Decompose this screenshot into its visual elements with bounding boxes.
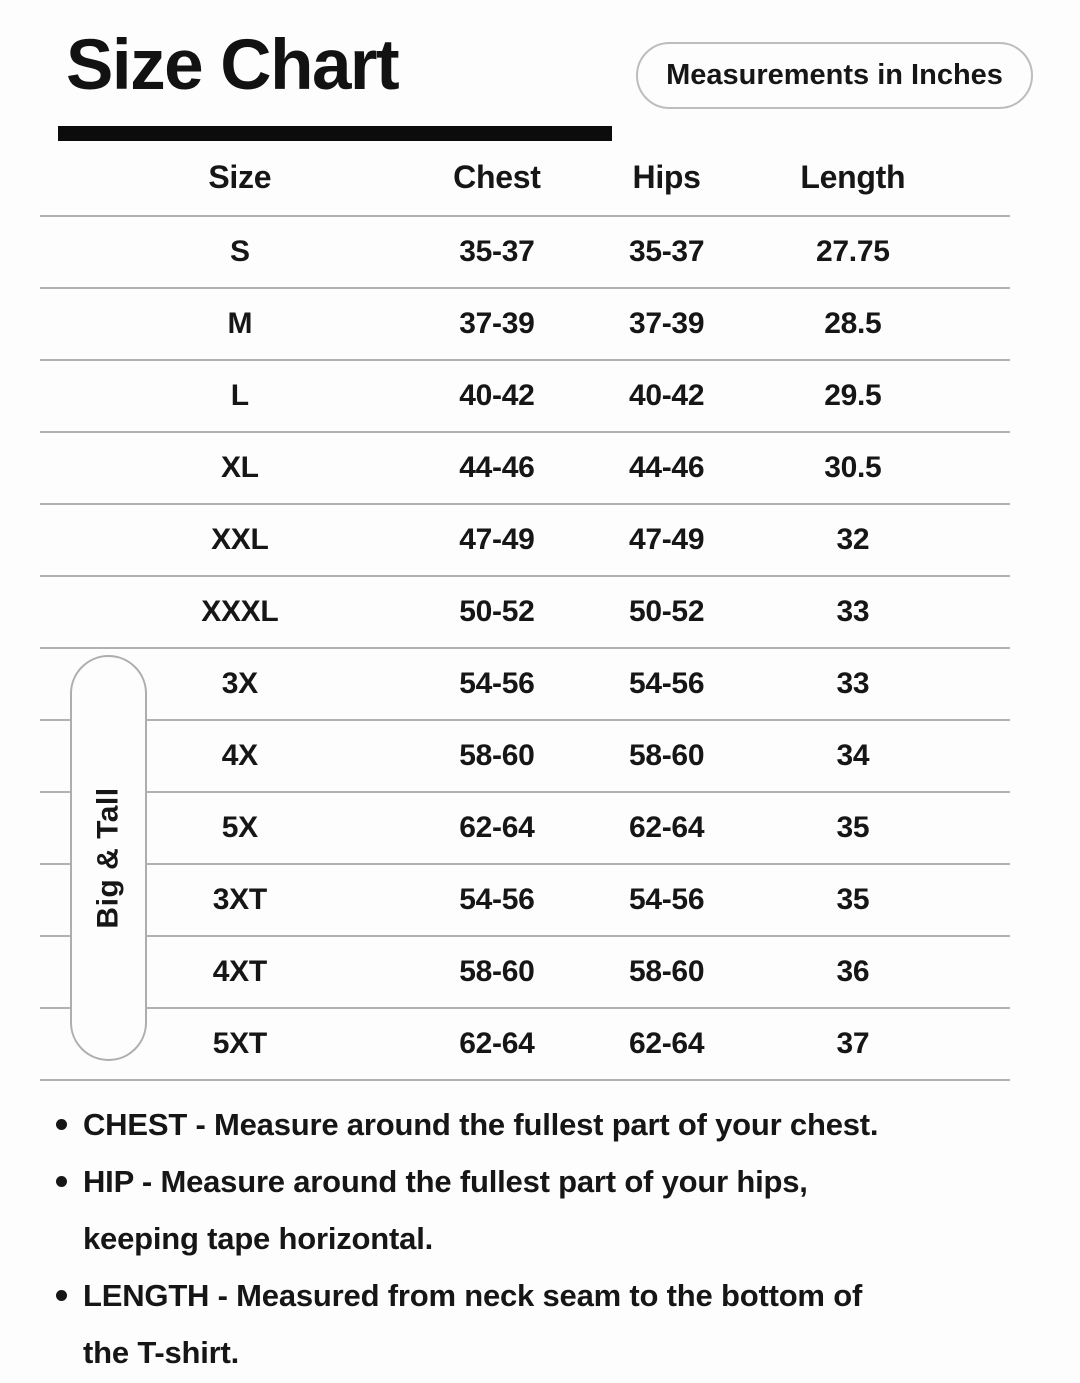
hips-cell: 40-42	[628, 379, 705, 412]
note-line: the T-shirt.	[83, 1335, 240, 1370]
title-underline	[58, 126, 612, 141]
size-cell: XXL	[211, 523, 269, 556]
chest-cell: 62-64	[459, 1027, 535, 1060]
bullet-icon	[56, 1119, 67, 1130]
hips-cell: 37-39	[628, 307, 705, 340]
note-item-length	[56, 1267, 1021, 1381]
chest-cell: 44-46	[459, 451, 535, 484]
size-cell: M	[227, 307, 253, 340]
size-cell: 4X	[221, 739, 258, 772]
col-header-chest: Chest	[453, 159, 541, 195]
hips-cell: 44-46	[628, 451, 705, 484]
chest-cell: 40-42	[459, 379, 535, 412]
size-table	[40, 140, 1010, 1081]
note-item-chest	[56, 1096, 1021, 1153]
notes-list	[56, 1096, 1021, 1381]
chest-cell: 58-60	[459, 739, 535, 772]
chest-cell: 62-64	[459, 811, 535, 844]
table-row	[40, 503, 1010, 575]
size-cell: S	[229, 235, 250, 268]
chest-cell: 47-49	[459, 523, 535, 556]
length-cell: 28.5	[824, 307, 882, 340]
length-cell: 33	[836, 667, 870, 700]
size-cell: 3X	[221, 667, 258, 700]
page-title: Size Chart	[66, 26, 399, 105]
table-row	[40, 215, 1010, 287]
note-line: keeping tape horizontal.	[83, 1221, 434, 1256]
note-line: CHEST - Measure around the fullest part of your chest.	[83, 1107, 879, 1142]
hips-cell: 35-37	[628, 235, 705, 268]
hips-cell: 54-56	[628, 883, 705, 916]
length-cell: 35	[836, 811, 870, 844]
length-cell: 27.75	[816, 235, 890, 268]
col-header-hips: Hips	[632, 159, 701, 195]
table-row	[40, 1007, 1010, 1079]
table-row	[40, 935, 1010, 1007]
hips-cell: 54-56	[628, 667, 705, 700]
big-and-tall-pill	[70, 655, 147, 1061]
size-cell: 5X	[221, 811, 258, 844]
units-badge-label: Measurements in Inches	[666, 59, 1003, 91]
big-and-tall-label: Big & Tall	[91, 787, 125, 929]
size-cell: L	[230, 379, 249, 412]
length-cell: 33	[836, 595, 870, 628]
length-cell: 37	[836, 1027, 870, 1060]
size-cell: 4XT	[212, 955, 267, 988]
size-cell: XL	[220, 451, 259, 484]
length-cell: 32	[836, 523, 870, 556]
col-header-length: Length	[800, 159, 906, 195]
hips-cell: 58-60	[628, 739, 705, 772]
units-badge	[636, 42, 1033, 109]
chest-cell: 35-37	[459, 235, 535, 268]
note-line: LENGTH - Measured from neck seam to the bottom of	[83, 1278, 863, 1313]
table-row	[40, 647, 1010, 719]
table-row	[40, 719, 1010, 791]
hips-cell: 62-64	[628, 811, 705, 844]
table-row	[40, 287, 1010, 359]
hips-cell: 58-60	[628, 955, 705, 988]
hips-cell: 47-49	[628, 523, 705, 556]
hips-cell: 50-52	[628, 595, 705, 628]
size-cell: 3XT	[212, 883, 267, 916]
chest-cell: 54-56	[459, 883, 535, 916]
chest-cell: 37-39	[459, 307, 535, 340]
bullet-icon	[56, 1176, 67, 1187]
note-line: HIP - Measure around the fullest part of your hips,	[83, 1164, 808, 1199]
note-item-hip	[56, 1153, 1021, 1267]
length-cell: 34	[836, 739, 870, 772]
chest-cell: 58-60	[459, 955, 535, 988]
table-row	[40, 575, 1010, 647]
table-header-row	[40, 140, 1010, 215]
table-row	[40, 863, 1010, 935]
hips-cell: 62-64	[628, 1027, 705, 1060]
length-cell: 35	[836, 883, 870, 916]
size-cell: 5XT	[212, 1027, 267, 1060]
table-row	[40, 359, 1010, 431]
table-row	[40, 431, 1010, 503]
length-cell: 29.5	[824, 379, 882, 412]
table-row	[40, 791, 1010, 863]
chest-cell: 54-56	[459, 667, 535, 700]
size-cell: XXXL	[201, 595, 279, 628]
bullet-icon	[56, 1290, 67, 1301]
length-cell: 36	[836, 955, 870, 988]
col-header-size: Size	[208, 159, 272, 195]
length-cell: 30.5	[824, 451, 882, 484]
chest-cell: 50-52	[459, 595, 535, 628]
